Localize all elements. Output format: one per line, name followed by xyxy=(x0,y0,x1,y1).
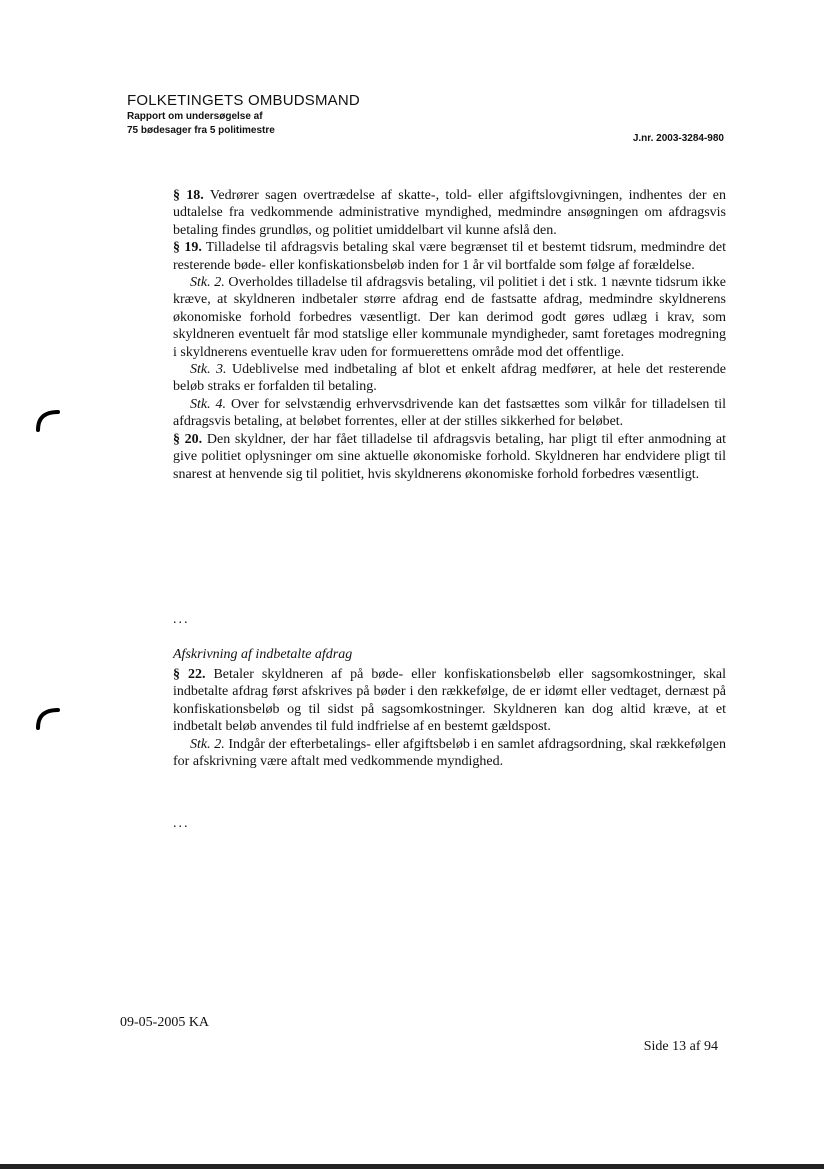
subsection-text: Udeblivelse med indbetaling af blot et enkelt afdrag medfører, at hele det resterende beløb straks er forfalden til betaling. xyxy=(173,362,726,395)
omission-ellipsis: ... xyxy=(173,612,190,627)
footer-date-initials: 09-05-2005 KA xyxy=(120,1015,210,1030)
section-22-stk2 xyxy=(173,736,726,771)
section-text: Den skyldner, der har fået tilladelse til afdragsvis betaling, har pligt til efter anmodning at give politiet oplysninger om sine aktuelle økonomiske forhold. Skyldneren har endvidere pligt til snarest at henvende sig til politiet, hvis skyldnerens økonomiske forhold forbedres væsentligt. xyxy=(173,431,726,482)
journal-number: J.nr. 2003-3284-980 xyxy=(632,133,724,144)
section-20 xyxy=(173,431,726,483)
section-text: Vedrører sagen overtrædelse af skatte-, told- eller afgiftslovgivningen, indhentes der en udtalelse fra vedkommende administrative myndighed, medmindre ansøgningen om afdragsvis betaling findes grundløs, og politiet umiddelbart vil kunne afslå den. xyxy=(173,188,727,238)
subsection-label: Stk. 3. xyxy=(190,362,227,378)
section-19-stk3 xyxy=(173,361,726,396)
section-18 xyxy=(173,187,726,239)
subsection-text: Over for selvstændig erhvervsdrivende kan det fastsættes som vilkår for tilladelsen til afdragsvis betaling, at beløbet forrentes, eller at der stilles sikkerhed for beløbet. xyxy=(173,396,726,430)
organization-title: FOLKETINGETS OMBUDSMAND xyxy=(127,92,360,109)
section-19 xyxy=(173,239,726,274)
document-body-section-22 xyxy=(173,666,726,770)
report-subtitle-line2: 75 bødesager fra 5 politimestre xyxy=(127,125,275,136)
scan-edge-divider xyxy=(0,1164,824,1169)
section-19-stk2 xyxy=(173,274,726,361)
subsection-label: Stk. 2. xyxy=(190,736,225,752)
section-number: § 19. xyxy=(173,240,202,256)
subsection-label: Stk. 4. xyxy=(190,396,227,412)
section-text: Tilladelse til afdragsvis betaling skal være begrænset til et bestemt tidsrum, medmindre det resterende bøde- eller konfiskationsbeløb inden for 1 år vil bortfalde som følge af forældelse. xyxy=(173,240,727,273)
section-number: § 20. xyxy=(173,431,203,447)
omission-ellipsis: ... xyxy=(173,816,190,831)
subsection-text: Indgår der efterbetalings- eller afgiftsbeløb i en samlet afdragsordning, skal rækkefølgen for afskrivning være aftalt med vedkommende myndighed. xyxy=(173,736,726,770)
margin-mark-icon xyxy=(34,404,62,432)
section-subheading: Afskrivning af indbetalte afdrag xyxy=(173,647,353,662)
section-text: Betaler skyldneren af på bøde- eller konfiskationsbeløb eller sagsomkostninger, skal indbetalte afdrag først afskrives på bøder i den rækkefølge, de er idømt eller vedtaget, dernæst på konfiskationsbeløb og til sidst på sagsomkostninger. Skyldneren kan dog altid kræve, at et indbetalt beløb anvendes til fuld indfrielse af en bestemt gældspost. xyxy=(173,667,726,735)
subsection-text: Overholdes tilladelse til afdragsvis betaling, vil politiet i det i stk. 1 nævnte tidsrum ikke kræve, at skyldneren indbetaler større afdrag end de fastsatte afdrag, medmindre skyldnerens økonomiske forhold forbedres væsentligt. Der kan derimod godt gøres udlæg i krav, som skyldneren eventuelt får mod statslige eller kommunale myndigheder, samt foretages modregning i skyldnerens eventuelle krav uden for formuerettens område mod det offentlige. xyxy=(173,275,726,360)
report-subtitle-line1: Rapport om undersøgelse af xyxy=(127,111,263,122)
section-number: § 18. xyxy=(173,188,204,203)
section-22 xyxy=(173,666,726,736)
document-body-sections-18-20 xyxy=(173,187,726,483)
section-number: § 22. xyxy=(173,667,206,682)
subsection-label: Stk. 2. xyxy=(190,275,225,291)
page-number: Side 13 af 94 xyxy=(643,1039,718,1054)
margin-mark-icon xyxy=(34,702,62,730)
section-19-stk4 xyxy=(173,396,726,431)
